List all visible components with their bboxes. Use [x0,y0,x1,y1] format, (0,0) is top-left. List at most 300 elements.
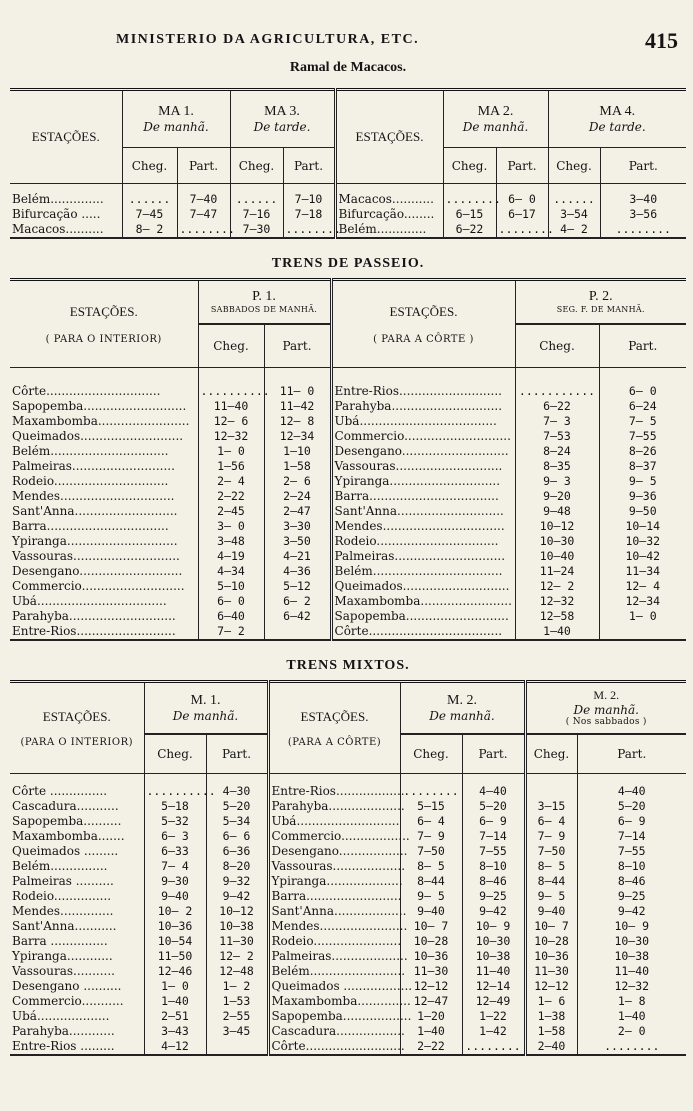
page-number: 415 [645,28,678,53]
arrival-time: 11—30 [525,964,577,979]
station-name: Côrte................................... [331,624,515,640]
station-name: Maxambomba....... [12,828,125,843]
departure-time: 6— 9 [577,814,686,829]
departure-time: 6— 2 [264,594,331,609]
arrival-time: 6— 4 [400,814,462,829]
arrival-time: 7— 3 [515,414,599,429]
station-name: Sant'Anna........... [12,918,117,933]
arrival-time: 10—30 [515,534,599,549]
spacer-row [10,368,686,384]
station-name: Vassouras............................ [12,548,180,563]
station-name: Parahyba............................ [12,608,176,623]
table-row [10,222,686,238]
arrival-time: 5—32 [144,814,206,829]
passeio-rows [10,368,686,640]
col-header-estacoes: ESTAÇÕES. [42,708,111,724]
departure-time: 7—55 [462,844,525,859]
mixtos-right-station-header [268,682,400,774]
arrival-time: .......... [144,784,206,799]
train-note: ( Nos sabbados ) [565,717,647,728]
arrival-time: 12—58 [515,609,599,624]
table-row [10,489,686,504]
table-row [10,549,686,564]
table-row [10,444,686,459]
train-when: De tarde. [253,120,311,134]
train-name: P. 2. [588,289,613,305]
station-name: Palmeiras........................... [12,458,175,473]
departure-time: 9—42 [206,889,268,904]
departure-time: 10— 9 [462,919,525,934]
table-row [10,594,686,609]
arrival-time: 7—50 [525,844,577,859]
arrival-time: ........... [515,384,599,399]
station-name: Rodeio................................ [331,534,515,549]
departure-time: 1—53 [206,994,268,1009]
table-row [10,934,686,949]
departure-time: 7—40 [177,192,230,207]
table-row [10,829,686,844]
col-cheg: Cheg. [548,148,600,184]
departure-time: 9—25 [577,889,686,904]
station-name: Ubá................... [12,1008,110,1023]
table-row [10,429,686,444]
arrival-time: 9—48 [515,504,599,519]
arrival-time: 8— 5 [525,859,577,874]
col-header-estacoes: ESTAÇÕES. [389,303,458,319]
col-header-estacoes: ESTAÇÕES. [300,708,369,724]
train-when: SABBADOS DE MANHÃ. [210,305,318,315]
station-name: Maxambomba........................ [331,594,515,609]
arrival-time: 7— 2 [198,624,264,640]
departure-time: 10—12 [206,904,268,919]
arrival-time: ........ [400,784,462,799]
departure-time: 1—10 [264,444,331,459]
departure-time: 5—34 [206,814,268,829]
table-row [10,624,686,640]
arrival-time: 10—28 [525,934,577,949]
departure-time: 10— 9 [577,919,686,934]
table-row [10,192,686,207]
departure-time: 8—46 [577,874,686,889]
station-name: Palmeiras.................... [268,949,400,964]
arrival-time: 11—30 [400,964,462,979]
table-row [10,904,686,919]
departure-time: 8—46 [462,874,525,889]
station-name: Rodeio....................... [268,934,400,949]
arrival-time: 7— 9 [400,829,462,844]
arrival-time: 1—40 [144,994,206,1009]
arrival-time: .......... [198,384,264,399]
arrival-time: 6— 3 [144,829,206,844]
departure-time: 12— 8 [264,414,331,429]
col-header-estacoes: ESTAÇÕES. [335,90,443,184]
station-name: Sapopemba........................... [331,609,515,624]
arrival-time: 9—20 [515,489,599,504]
mixtos-table [10,680,686,1056]
train-header-m2-sabbados [525,682,686,734]
arrival-time: 12—47 [400,994,462,1009]
station-name: Sapopemba........................... [12,398,187,413]
arrival-time: 9—40 [400,904,462,919]
col-part: Part. [283,148,335,184]
arrival-time: 10—28 [400,934,462,949]
arrival-time: 9—30 [144,874,206,889]
col-part: Part. [599,324,686,368]
departure-time: 12— 4 [599,579,686,594]
arrival-time: 10—36 [144,919,206,934]
departure-time: 7—10 [283,192,335,207]
departure-time: 9— 5 [599,474,686,489]
arrival-time: 7—16 [230,207,283,222]
departure-time: 7—14 [462,829,525,844]
table-row [10,1024,686,1039]
direction-label: ( PARA O INTERIOR) [45,333,162,345]
train-name: MA 3. [264,104,300,119]
arrival-time: 4—34 [198,564,264,579]
train-when: De manhã. [143,120,209,134]
arrival-time: 7— 4 [144,859,206,874]
table-row [10,949,686,964]
station-name: Queimados........................... [12,428,184,443]
departure-time: 1— 2 [206,979,268,994]
departure-time: 7—47 [177,207,230,222]
arrival-time: 4— 2 [548,222,600,238]
station-name: Belém............................... [12,443,169,458]
station-name: Sapopemba.......... [12,813,122,828]
station-name: Desengano .......... [12,978,122,993]
arrival-time: 8—44 [400,874,462,889]
train-when: De manhã. [573,703,639,718]
table-row [10,207,686,222]
arrival-time: 3— 0 [198,519,264,534]
departure-time: 7—55 [577,844,686,859]
departure-time: 6— 0 [599,384,686,399]
train-name: M. 2. [593,688,620,703]
departure-time: 2— 6 [264,474,331,489]
departure-time: 12—14 [462,979,525,994]
arrival-time: 2—40 [525,1039,577,1055]
table-row [10,399,686,414]
departure-time: 3—50 [264,534,331,549]
arrival-time: 2—22 [400,1039,462,1055]
departure-time: 9—42 [577,904,686,919]
station-name: Ypiranga............................. [12,533,178,548]
departure-time: 2—47 [264,504,331,519]
station-name: Belém.............. [12,191,104,206]
station-name: Ubá.................................... [331,414,515,429]
table-row [10,979,686,994]
arrival-time: 11—50 [144,949,206,964]
table-row [10,784,686,799]
departure-time: 8—26 [599,444,686,459]
arrival-time: 10—54 [144,934,206,949]
station-name: Commercio.................. [268,829,400,844]
arrival-time: 9— 3 [515,474,599,489]
arrival-time: 6—15 [443,207,496,222]
arrival-time: 2—22 [198,489,264,504]
station-name: Commercio........... [12,993,124,1008]
arrival-time: 3—43 [144,1024,206,1039]
arrival-time: ........ [443,192,496,207]
train-when: De manhã. [429,708,495,723]
arrival-time: 10—40 [515,549,599,564]
col-part: Part. [206,734,268,774]
col-cheg: Cheg. [230,148,283,184]
departure-time [206,1039,268,1055]
station-name: Sant'Anna........................... [12,503,178,518]
departure-time: 5—12 [264,579,331,594]
departure-time: ........ [496,222,548,238]
station-name: Maxambomba........................ [12,413,190,428]
arrival-time: 2—45 [198,504,264,519]
table-row [10,519,686,534]
departure-time: 7— 5 [599,414,686,429]
departure-time: 11— 0 [264,384,331,399]
arrival-time: ...... [230,192,283,207]
station-name: Commercio............................ [331,429,515,444]
departure-time: 10—30 [577,934,686,949]
train-header-ma2 [443,90,548,148]
arrival-time: 1—58 [525,1024,577,1039]
train-header-m1 [144,682,268,734]
arrival-time: 12—46 [144,964,206,979]
train-name: P. 1. [252,289,276,305]
station-name: Belém......................... [268,964,400,979]
station-name: Vassouras................... [268,859,400,874]
departure-time: 6— 9 [462,814,525,829]
departure-time: 3—56 [600,207,686,222]
departure-time: ........ [177,222,230,238]
arrival-time: 6— 4 [525,814,577,829]
arrival-time: 7—30 [230,222,283,238]
station-name: Vassouras............................ [331,459,515,474]
col-part: Part. [462,734,525,774]
station-name: Entre-Rios ......... [12,1038,115,1053]
table-row [10,919,686,934]
train-header-p1 [198,280,331,324]
station-name: Barra......................... [268,889,400,904]
table-row [10,1039,686,1055]
station-name: Parahyba............ [12,1023,115,1038]
table-row [10,414,686,429]
col-part: Part. [264,324,331,368]
station-name: Palmeiras .......... [12,873,114,888]
table-row [10,564,686,579]
arrival-time: 5—18 [144,799,206,814]
arrival-time: 1— 0 [198,444,264,459]
station-name: Macacos........... [335,192,443,207]
departure-time: 3—45 [206,1024,268,1039]
arrival-time: 10—36 [525,949,577,964]
departure-time: 9—25 [462,889,525,904]
station-name: Barra ............... [12,933,108,948]
col-part: Part. [600,148,686,184]
departure-time: 8—10 [462,859,525,874]
station-name: Cascadura........... [12,798,119,813]
station-name: Entre-Rios.......................... [12,623,176,638]
running-head: MINISTERIO DA AGRICULTURA, ETC. [116,32,420,47]
train-header-m2 [400,682,525,734]
arrival-time: 7—50 [400,844,462,859]
station-name: Sapopemba.................. [268,1009,400,1024]
departure-time: 6—42 [264,609,331,624]
station-name: Barra................................ [12,518,169,533]
arrival-time: 10—36 [400,949,462,964]
train-header-ma3 [230,90,335,148]
departure-time: 6—17 [496,207,548,222]
arrival-time: 8— 2 [122,222,177,238]
station-name: Ubá.................................. [12,593,167,608]
departure-time: 7—55 [599,429,686,444]
passeio-title: TRENS DE PASSEIO. [271,256,425,271]
departure-time: 1—22 [462,1009,525,1024]
station-name: Ypiranga............................. [331,474,515,489]
train-when: SEG. F. DE MANHÃ. [556,305,645,315]
station-name: Palmeiras............................. [331,549,515,564]
departure-time: ........ [600,222,686,238]
train-name: MA 2. [477,104,514,119]
departure-time: ........ [577,1039,686,1055]
passeio-left-station-header [10,280,198,368]
station-name: Parahyba............................. [331,399,515,414]
spacer-row [10,184,686,192]
station-name: Queimados .................. [268,979,400,994]
arrival-time: 10— 2 [144,904,206,919]
col-part: Part. [177,148,230,184]
direction-label: (PARA O INTERIOR) [20,736,134,748]
station-name: Sant'Anna............................ [331,504,515,519]
arrival-time: 9—40 [525,904,577,919]
station-name: Macacos.......... [12,221,104,236]
table-row [10,994,686,1009]
arrival-time: 3—48 [198,534,264,549]
col-cheg: Cheg. [198,324,264,368]
page-header [10,28,686,56]
departure-time: 4—21 [264,549,331,564]
arrival-time: 9— 5 [400,889,462,904]
table-row [10,474,686,489]
arrival-time: 12— 2 [515,579,599,594]
table-row [10,799,686,814]
departure-time: 3—30 [264,519,331,534]
arrival-time: 1—56 [198,459,264,474]
passeio-table [10,278,686,641]
departure-time: 8—20 [206,859,268,874]
arrival-time: 1— 6 [525,994,577,1009]
station-name: Entre-Rios.................. [268,784,400,799]
table-row [10,814,686,829]
departure-time: ........ [283,222,335,238]
station-name: Belém............... [12,858,108,873]
train-name: M. 2. [447,692,477,708]
arrival-time: 3—54 [548,207,600,222]
col-header-estacoes: ESTAÇÕES. [69,303,138,319]
station-name: Belém.................................. [331,564,515,579]
arrival-time: 1—40 [515,624,599,640]
ramal-macacos-table [10,88,686,239]
departure-time: 11—42 [264,399,331,414]
departure-time: 5—20 [206,799,268,814]
arrival-time: 9— 5 [525,889,577,904]
station-name: Maxambomba.............. [268,994,400,1009]
departure-time: 5—20 [462,799,525,814]
departure-time: 10—30 [462,934,525,949]
station-name: Mendes................................ [331,519,515,534]
arrival-time: 9—40 [144,889,206,904]
arrival-time: 10— 7 [400,919,462,934]
arrival-time: 1—40 [400,1024,462,1039]
departure-time: 11—40 [577,964,686,979]
table-row [10,889,686,904]
departure-time: 6— 6 [206,829,268,844]
station-name: Rodeio.............................. [12,473,169,488]
arrival-time: 5—10 [198,579,264,594]
train-name: MA 4. [599,104,636,119]
arrival-time: 6—33 [144,844,206,859]
train-when: De manhã. [172,708,239,723]
ramal-rows [10,184,686,238]
departure-time: 10—42 [599,549,686,564]
departure-time: 11—40 [462,964,525,979]
col-cheg: Cheg. [400,734,462,774]
station-name: Ypiranga............ [12,948,113,963]
station-name: Mendes....................... [268,919,400,934]
departure-time: 12—49 [462,994,525,1009]
mixtos-left-station-header [10,682,144,774]
direction-label: ( PARA A CÔRTE ) [373,333,474,345]
departure-time: 10—32 [599,534,686,549]
station-name: Desengano........................... [12,563,183,578]
departure-time: 6—24 [599,399,686,414]
col-header-estacoes: ESTAÇÕES. [10,90,122,184]
table-row [10,504,686,519]
train-when: De tarde. [588,120,646,134]
arrival-time: 3—15 [525,799,577,814]
station-name: Bifurcação........ [335,207,443,222]
arrival-time: 5—15 [400,799,462,814]
departure-time: 12—34 [264,429,331,444]
departure-time: 2—55 [206,1009,268,1024]
departure-time: 8—37 [599,459,686,474]
departure-time: 12—48 [206,964,268,979]
arrival-time: 12—32 [515,594,599,609]
table-row [10,384,686,399]
table-row [10,844,686,859]
station-name: Sant'Anna................... [268,904,400,919]
departure-time: 1—42 [462,1024,525,1039]
arrival-time [525,784,577,799]
departure-time: 10—38 [206,919,268,934]
train-name: MA 1. [158,104,194,119]
departure-time: 9—32 [206,874,268,889]
station-name: Rodeio............... [12,888,112,903]
arrival-time: 11—24 [515,564,599,579]
arrival-time: 10—12 [515,519,599,534]
arrival-time: 11—40 [198,399,264,414]
document-page [10,28,686,1103]
train-header-p2 [515,280,686,324]
station-name: Vassouras........... [12,963,115,978]
departure-time: 7—18 [283,207,335,222]
departure-time: 10—38 [462,949,525,964]
departure-time: 12— 2 [206,949,268,964]
station-name: Queimados ......... [12,843,119,858]
departure-time: 4—40 [462,784,525,799]
station-name: Queimados............................ [331,579,515,594]
departure-time: 4—36 [264,564,331,579]
station-name: Desengano............................ [331,444,515,459]
station-name: Mendes.............................. [12,488,175,503]
